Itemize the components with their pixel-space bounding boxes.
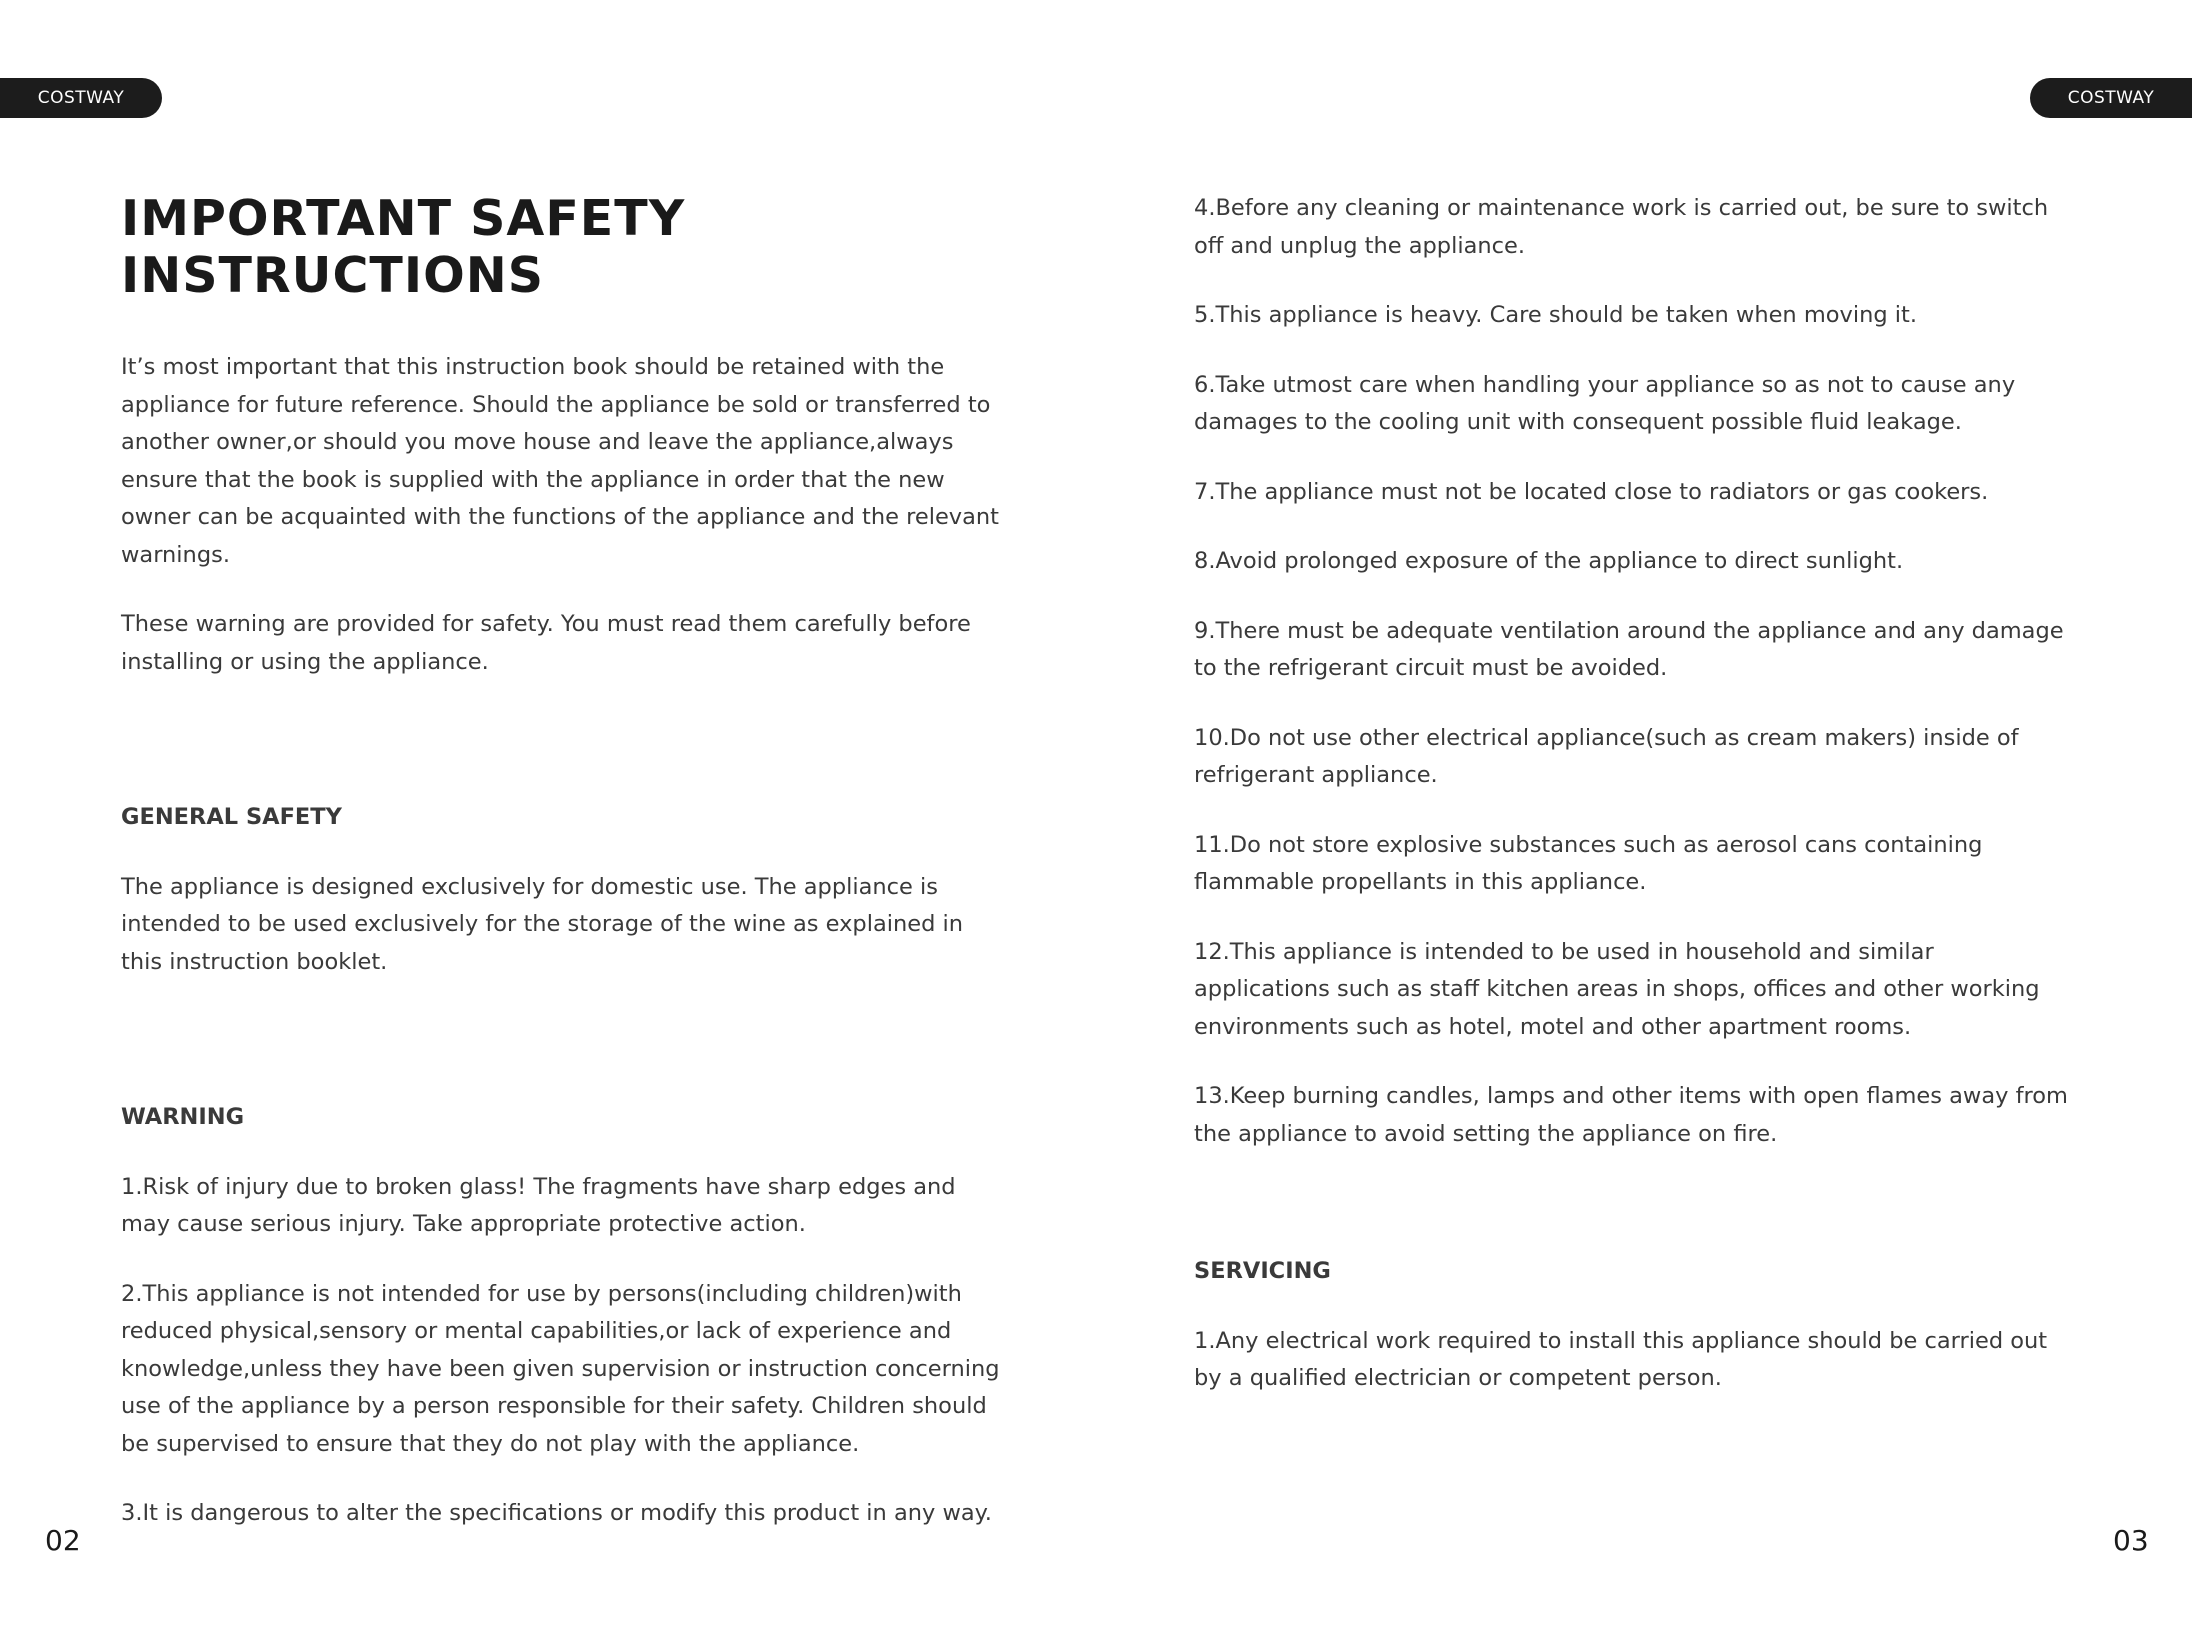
brand-tab-right xyxy=(2030,78,2192,118)
brand-tab-left xyxy=(0,78,162,118)
warning-item: 13.Keep burning candles, lamps and other items with open flames away from the appliance to avoid setting the appliance on fire. xyxy=(1194,1083,2068,1147)
warning-item: 3.It is dangerous to alter the specifications or modify this product in any way. xyxy=(121,1500,992,1526)
general-safety-heading: GENERAL SAFETY xyxy=(121,804,342,830)
page-number-right: 03 xyxy=(2113,1524,2149,1557)
title-line-2: INSTRUCTIONS xyxy=(121,247,545,304)
title-line-1: IMPORTANT SAFETY xyxy=(121,190,686,247)
warning-item: 8.Avoid prolonged exposure of the appliance to direct sunlight. xyxy=(1194,548,1904,574)
left-page-column xyxy=(121,190,1006,1565)
servicing-heading: SERVICING xyxy=(1194,1258,1331,1284)
warning-item: 11.Do not store explosive substances such as aerosol cans containing flammable propellants in this appliance. xyxy=(1194,831,1983,895)
servicing-item: 1.Any electrical work required to install this appliance should be carried out by a qualified electrician or competent person. xyxy=(1194,1327,2048,1391)
general-safety-paragraph: The appliance is designed exclusively for domestic use. The appliance is intended to be used exclusively for the storage of the wine as explained in this instruction booklet. xyxy=(121,873,964,975)
brand-label: COSTWAY xyxy=(2067,88,2155,108)
warning-item: 10.Do not use other electrical appliance(such as cream makers) inside of refrigerant appliance. xyxy=(1194,724,2019,788)
warning-item: 7.The appliance must not be located close to radiators or gas cookers. xyxy=(1194,478,1989,505)
intro-paragraph: It’s most important that this instruction book should be retained with the appliance for future reference. Should the appliance be sold or transferred to another owner,or should you move house and leave the appliance,always ensure that the book is supplied with the appliance in order that the new owner can be acquainted with the functions of the appliance and the relevant warnings. xyxy=(121,354,999,568)
warning-item: 4.Before any cleaning or maintenance work is carried out, be sure to switch off and unplug the appliance. xyxy=(1194,195,2049,259)
warning-item: 5.This appliance is heavy. Care should be taken when moving it. xyxy=(1194,302,1918,328)
warning-item: 9.There must be adequate ventilation around the appliance and any damage to the refrigerant circuit must be avoided. xyxy=(1194,617,2064,681)
warning-item: 12.This appliance is intended to be used in household and similar applications such as staff kitchen areas in shops, offices and other working environments such as hotel, motel and other apartment rooms. xyxy=(1194,938,2040,1040)
page-number-left: 02 xyxy=(45,1524,81,1557)
warning-item: 1.Risk of injury due to broken glass! The fragments have sharp edges and may cause serious injury. Take appropriate protective action. xyxy=(121,1173,956,1237)
warning-heading: WARNING xyxy=(121,1104,245,1130)
warning-item: 6.Take utmost care when handling your appliance so as not to cause any damages to the cooling unit with consequent possible fluid leakage. xyxy=(1194,371,2016,435)
page-title xyxy=(121,190,1006,304)
right-page-column xyxy=(1194,190,2074,1430)
intro-paragraph: These warning are provided for safety. You must read them carefully before installing or using the appliance. xyxy=(121,611,971,675)
brand-label: COSTWAY xyxy=(37,88,125,108)
warning-item: 2.This appliance is not intended for use by persons(including children)with reduced physical,sensory or mental capabilities,or lack of experience and knowledge,unless they have been given supervision or instruction concerning use of the appliance by a person responsible for their safety. Children should be supervised to ensure that they do not play with the appliance. xyxy=(121,1280,1000,1457)
